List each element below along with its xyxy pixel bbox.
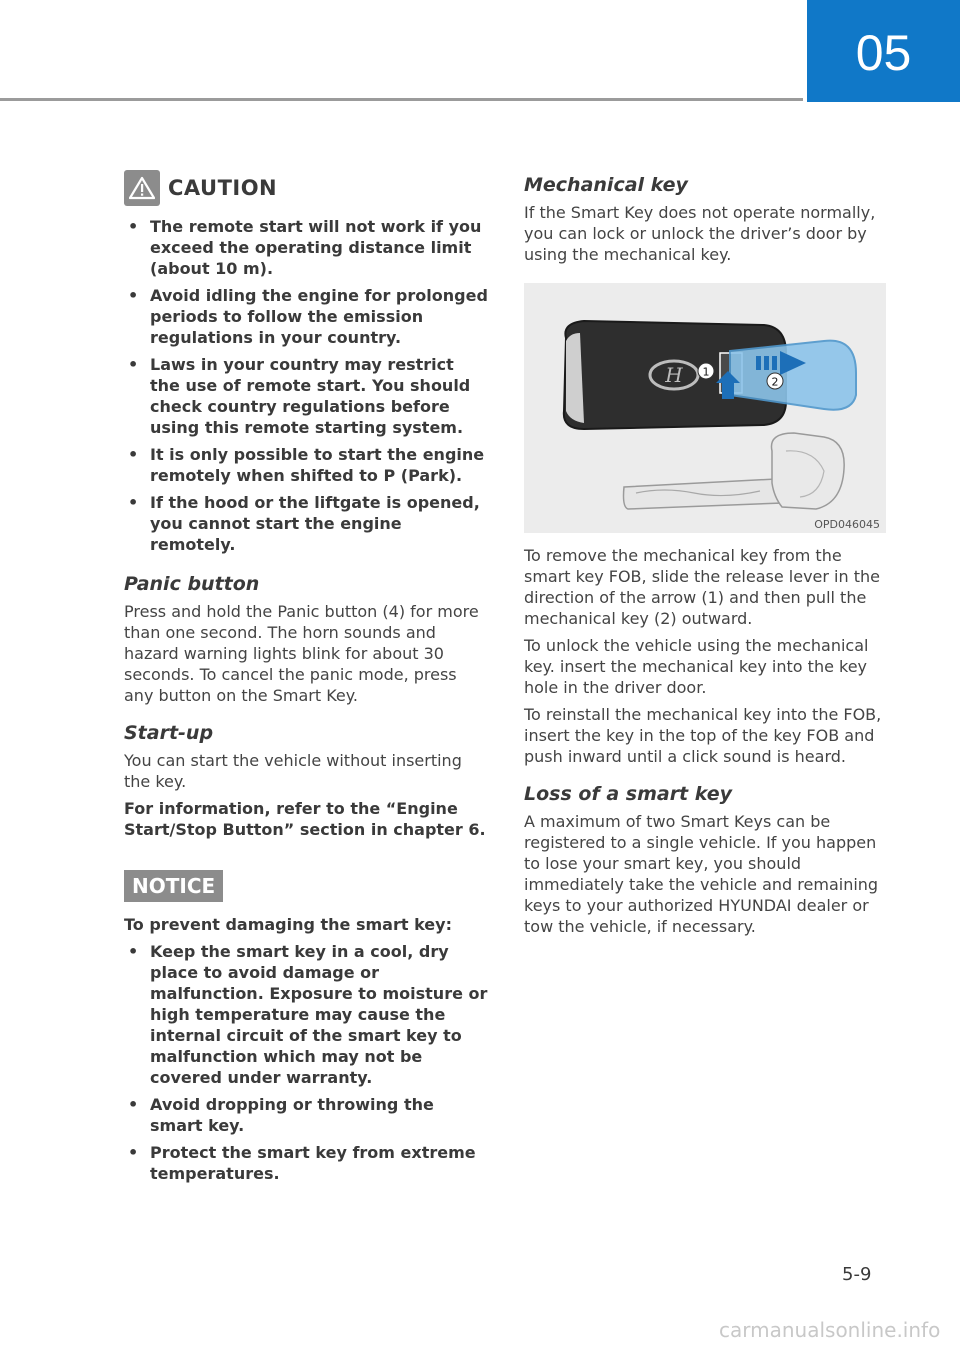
- loss-heading: Loss of a smart key: [524, 783, 732, 805]
- mechanical-heading: Mechanical key: [524, 174, 688, 196]
- chapter-number: 05: [855, 25, 912, 81]
- callout-2: 2: [771, 375, 779, 389]
- left-column: [124, 170, 488, 1190]
- chapter-tab: [807, 0, 960, 102]
- notice-item: • Avoid dropping or throwing the smart key.: [124, 1094, 488, 1136]
- caution-item: • Laws in your country may restrict the use of remote start. You should check country regulations before using this remote starting system.: [124, 354, 488, 438]
- caution-item: • It is only possible to start the engine remotely when shifted to P (Park).: [124, 444, 488, 486]
- page-number: 5-9: [842, 1264, 872, 1285]
- mechanical-para-1: To remove the mechanical key from the smart key FOB, slide the release lever in the direction of the arrow (1) and then pull the mechanical key (2) outward.: [524, 546, 880, 628]
- startup-heading: Start-up: [124, 722, 214, 744]
- caution-list: [124, 216, 488, 555]
- mechanical-para-3: To reinstall the mechanical key into the FOB, insert the key in the top of the key FOB and push inward until a click sound is heard.: [524, 705, 882, 766]
- loss-body: A maximum of two Smart Keys can be registered to a single vehicle. If you happen to lose your smart key, you should immediately take the vehicle and remaining keys to your authorized HYUNDAI dealer or tow the vehicle, if necessary.: [524, 812, 879, 936]
- startup-note: For information, refer to the “Engine Start/Stop Button” section in chapter 6.: [124, 799, 486, 839]
- caution-header: [124, 170, 488, 206]
- figure-code: OPD046045: [814, 518, 880, 531]
- watermark: carmanualsonline.info: [719, 1318, 941, 1342]
- panic-heading: Panic button: [124, 573, 260, 595]
- right-column: [524, 170, 886, 943]
- startup-body: You can start the vehicle without inserting the key.: [124, 751, 462, 791]
- notice-item: • Protect the smart key from extreme temperatures.: [124, 1142, 488, 1184]
- warning-triangle-icon: [124, 170, 160, 206]
- caution-item: • The remote start will not work if you exceed the operating distance limit (about 10 m).: [124, 216, 488, 279]
- caution-item: • Avoid idling the engine for prolonged periods to follow the emission regulations in your country.: [124, 285, 488, 348]
- notice-intro: To prevent damaging the smart key:: [124, 915, 452, 934]
- svg-text:H: H: [665, 363, 683, 387]
- mechanical-para-2: To unlock the vehicle using the mechanical key. insert the mechanical key into the key hole in the driver door.: [524, 636, 869, 697]
- caution-title: CAUTION: [168, 176, 278, 200]
- callout-1: 1: [702, 365, 710, 379]
- header-rule: [0, 98, 803, 101]
- notice-badge: NOTICE: [124, 870, 223, 902]
- notice-list: [124, 941, 488, 1184]
- panic-body: Press and hold the Panic button (4) for more than one second. The horn sounds and hazard warning lights blink for about 30 seconds. To cancel the panic mode, press any button on the Smart Key.: [124, 602, 479, 705]
- smart-key-illustration: [524, 283, 886, 533]
- mechanical-intro: If the Smart Key does not operate normally, you can lock or unlock the driver’s door by using the mechanical key.: [524, 203, 876, 264]
- smart-key-figure: [524, 283, 886, 533]
- caution-item: • If the hood or the liftgate is opened, you cannot start the engine remotely.: [124, 492, 488, 555]
- notice-item: • Keep the smart key in a cool, dry place to avoid damage or malfunction. Exposure to moisture or high temperature may cause the internal circuit of the smart key to malfunction which may not be covered under warranty.: [124, 941, 488, 1088]
